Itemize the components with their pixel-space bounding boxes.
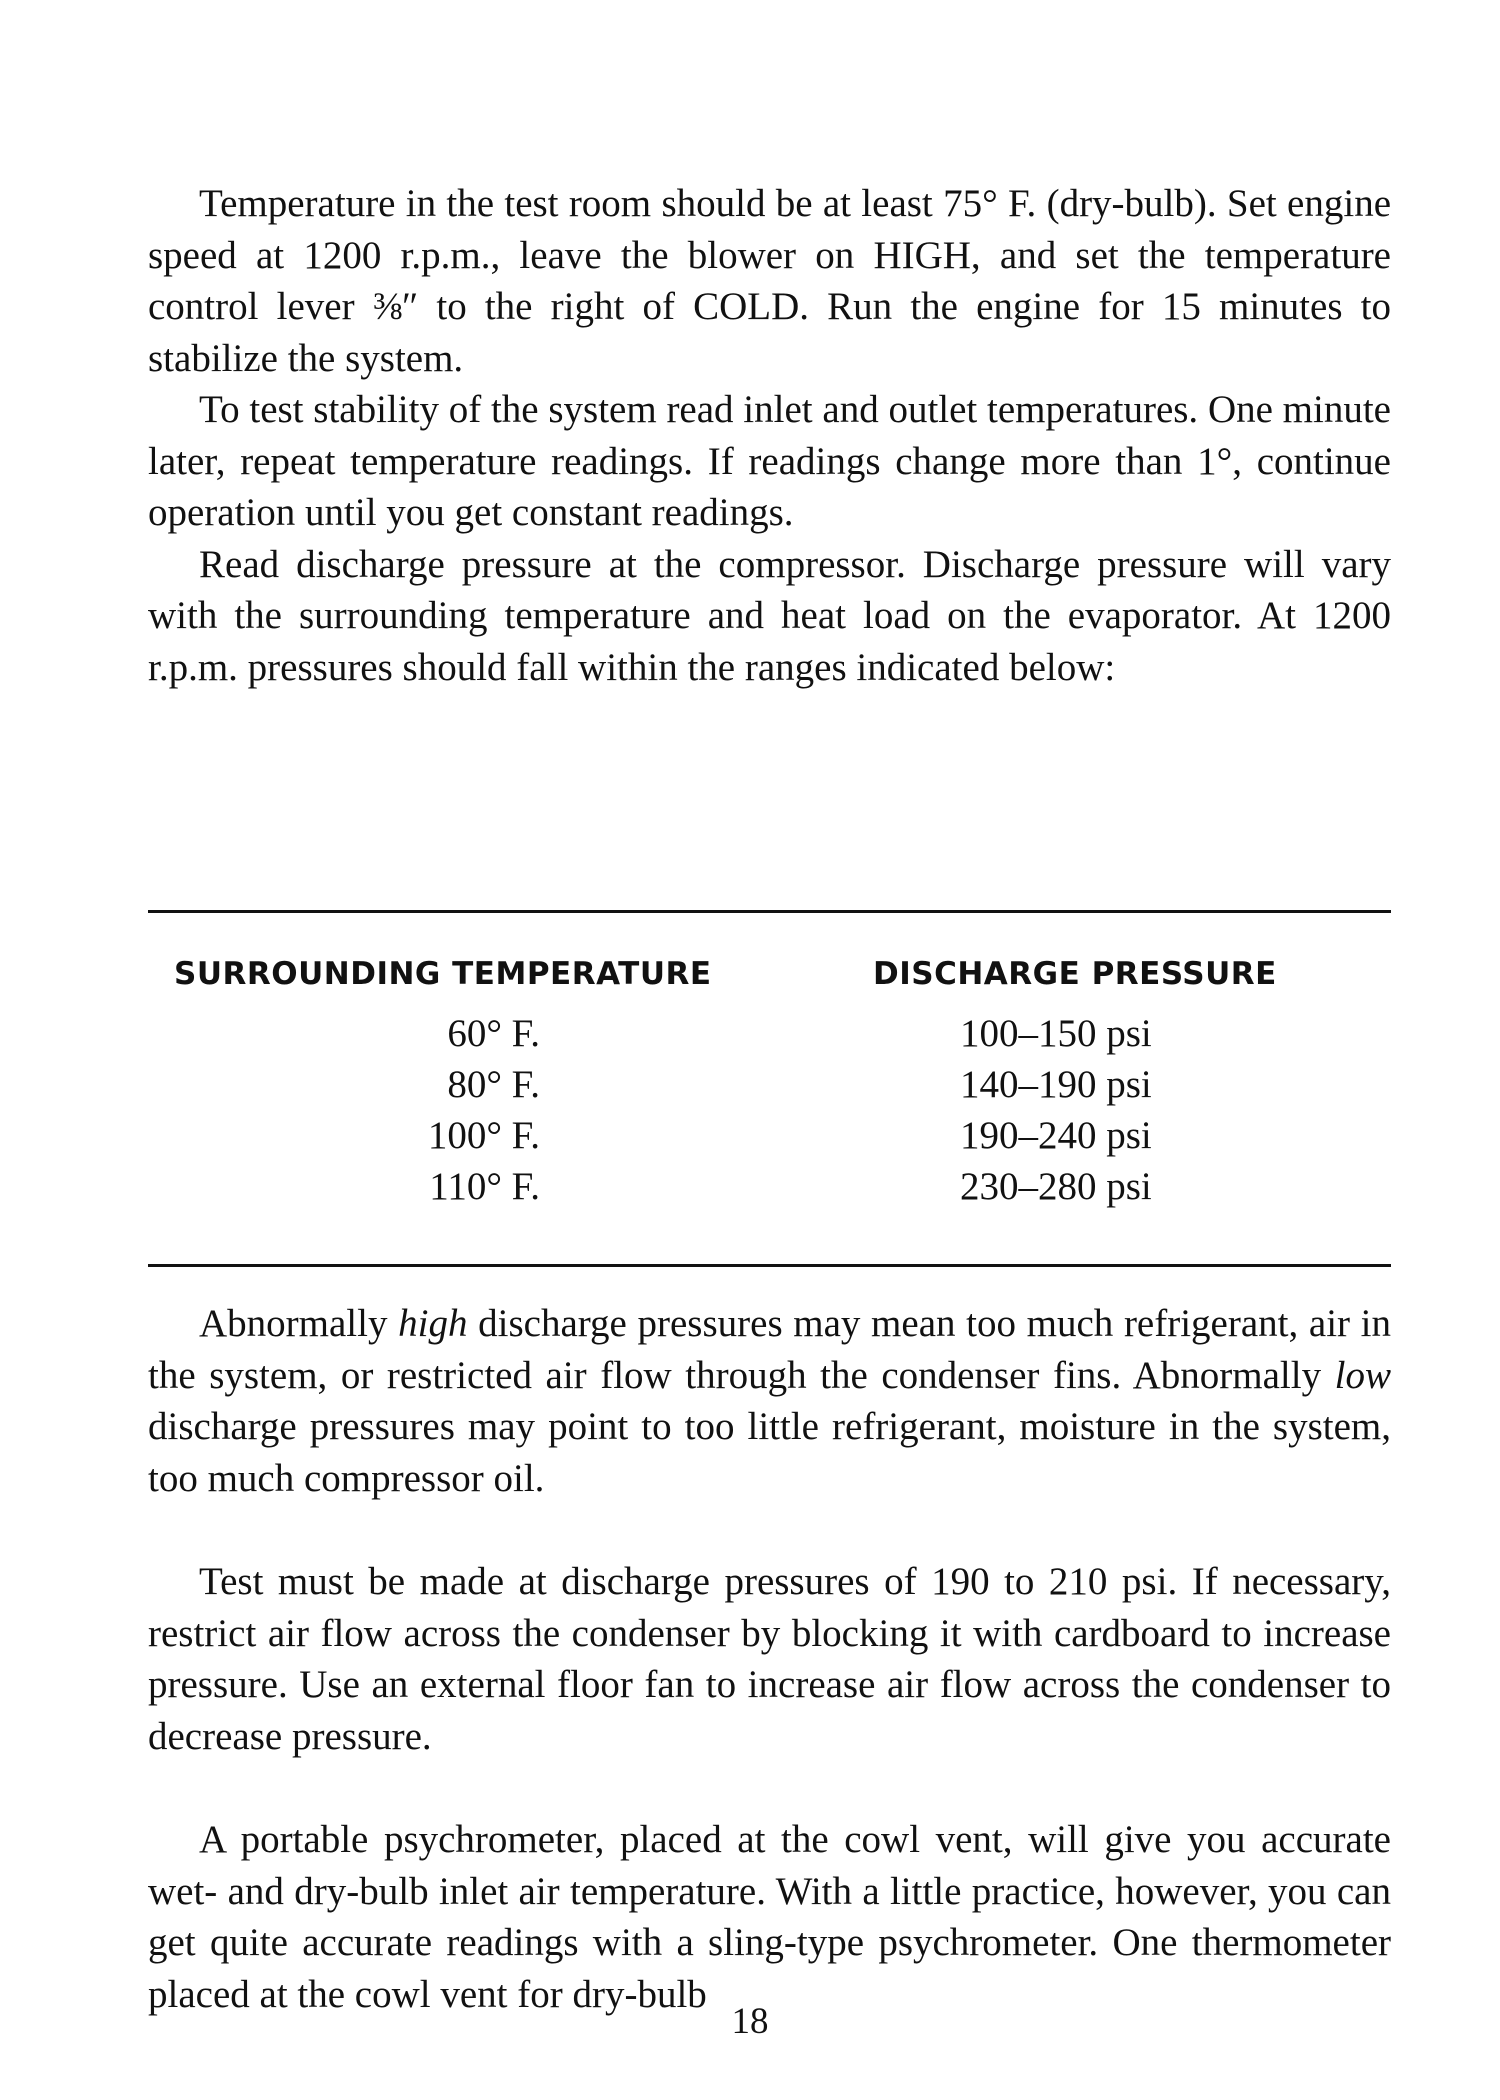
emphasis-low: low [1334, 1353, 1391, 1397]
paragraph-stability-test: To test stability of the system read inlet and outlet temperatures. One minute later, repeat temperature readings. If readings change more than 1°, continue operation until you get constant readings. [148, 388, 1391, 534]
table-top-rule [148, 910, 1391, 913]
header-discharge-pressure: DISCHARGE PRESSURE [873, 956, 1277, 992]
temperature-cell: 110° F. [429, 1165, 540, 1208]
temperature-cell: 60° F. [447, 1012, 540, 1055]
temperature-cell: 100° F. [427, 1114, 540, 1157]
header-surrounding-temperature: SURROUNDING TEMPERATURE [174, 956, 712, 992]
text-segment: Abnormally [199, 1302, 399, 1345]
pressure-cell: 140–190 psi [960, 1063, 1152, 1106]
paragraph-psychrometer: A portable psychrometer, placed at the cowl vent, will give you accurate wet- and dry-bulb inlet air temperature. With a little practice, however, you can get quite accurate readings with a sling-type psychrometer. One thermometer placed at the cowl vent for dry-bulb [148, 1818, 1391, 2016]
text-segment: discharge pressures may mean too much refrigerant, air in the system, or restricted air flow through the condenser fins. Abnormally [148, 1302, 1392, 1397]
paragraph-abnormal-pressures [148, 1298, 1391, 1504]
paragraph-test-pressures: Test must be made at discharge pressures of 190 to 210 psi. If necessary, restrict air flow across the condenser by blocking it with cardboard to increase pressure. Use an external floor fan to increase air flow across the condenser to decrease pressure. [148, 1560, 1391, 1758]
paragraph-test-room-temperature: Temperature in the test room should be at least 75° F. (dry-bulb). Set engine speed at 1200 r.p.m., leave the blower on HIGH, and set the temperature control lever ⅜″ to the right of COLD. Run the engine for 15 minutes to stabilize the system. [148, 182, 1391, 380]
temperature-column [380, 1008, 580, 1212]
text-segment: discharge pressures may point to too little refrigerant, moisture in the system, too much compressor oil. [148, 1405, 1391, 1500]
paragraph-discharge-pressure: Read discharge pressure at the compressor. Discharge pressure will vary with the surrounding temperature and heat load on the evaporator. At 1200 r.p.m. pressures should fall within the ranges indicated below: [148, 542, 1391, 689]
page-number: 18 [731, 2001, 769, 2042]
pressure-column [960, 1008, 1220, 1212]
pressure-cell: 230–280 psi [960, 1165, 1152, 1208]
page-content [148, 178, 1392, 2016]
table-bottom-rule [148, 1264, 1391, 1267]
lower-text [148, 1298, 1391, 2020]
emphasis-high: high [398, 1302, 468, 1345]
pressure-cell: 100–150 psi [960, 1012, 1152, 1055]
pressure-cell: 190–240 psi [960, 1114, 1152, 1157]
temperature-cell: 80° F. [447, 1063, 540, 1106]
